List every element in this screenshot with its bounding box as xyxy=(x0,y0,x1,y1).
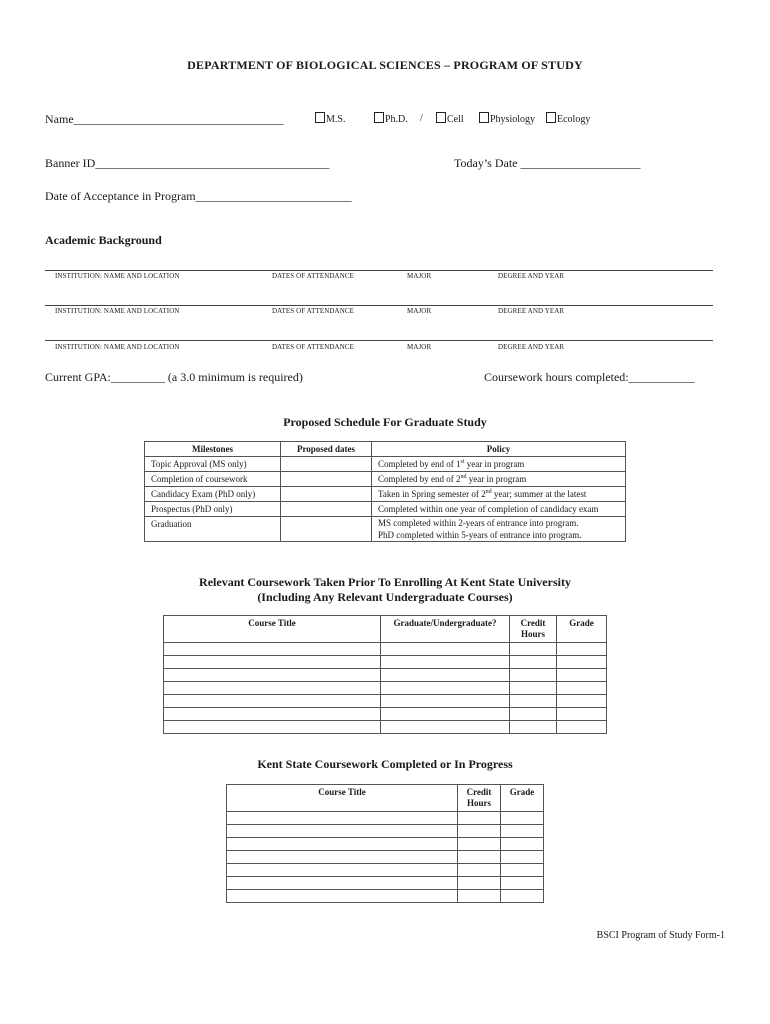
table-row xyxy=(145,487,626,502)
column-dates: DATES OF ATTENDANCE xyxy=(272,272,355,280)
header-grade: Grade xyxy=(557,616,607,643)
table-row[interactable] xyxy=(227,851,544,864)
phd-label: Ph.D. xyxy=(385,114,408,125)
column-major: MAJOR xyxy=(407,272,432,280)
relevant-coursework-subheading: (Including Any Relevant Undergraduate Courses) xyxy=(257,590,513,604)
ecology-checkbox[interactable] xyxy=(546,112,590,125)
column-dates: DATES OF ATTENDANCE xyxy=(272,307,355,315)
header-grade: Grade xyxy=(501,785,544,812)
checkbox-icon[interactable] xyxy=(315,112,325,123)
acceptance-label: Date of Acceptance in Program xyxy=(45,189,196,203)
column-dates: DATES OF ATTENDANCE xyxy=(272,343,355,351)
policy-cell: Completed by end of 1st year in program xyxy=(372,457,626,472)
header-credit-hours: Credit Hours xyxy=(510,616,557,643)
gpa-field[interactable] xyxy=(45,370,303,385)
background-line-1[interactable] xyxy=(45,270,713,271)
column-major: MAJOR xyxy=(407,343,432,351)
column-institution: INSTITUTION: NAME AND LOCATION xyxy=(55,343,180,351)
table-row xyxy=(145,457,626,472)
proposed-date-cell[interactable] xyxy=(281,472,372,487)
schedule-header-policy: Policy xyxy=(372,442,626,457)
name-blank: ___________________________________ xyxy=(73,112,284,126)
relevant-coursework-heading: Relevant Coursework Taken Prior To Enrolling At Kent State University xyxy=(199,575,571,589)
table-row[interactable] xyxy=(164,721,607,734)
table-row[interactable] xyxy=(164,656,607,669)
coursework-hours-blank: ___________ xyxy=(628,370,695,384)
phd-checkbox[interactable] xyxy=(374,112,408,125)
policy-cell: Completed within one year of completion of candidacy exam xyxy=(372,502,626,517)
milestone-cell: Topic Approval (MS only) xyxy=(145,457,281,472)
todays-date-blank: ____________________ xyxy=(520,156,641,170)
banner-id-blank: _______________________________________ xyxy=(95,156,330,170)
todays-date-field[interactable] xyxy=(454,156,640,171)
ms-checkbox[interactable] xyxy=(315,112,345,125)
name-label: Name xyxy=(45,112,74,126)
table-row[interactable] xyxy=(164,708,607,721)
column-degree: DEGREE AND YEAR xyxy=(498,272,565,280)
table-row[interactable] xyxy=(164,643,607,656)
acceptance-blank: __________________________ xyxy=(195,189,352,203)
name-field[interactable] xyxy=(45,112,284,127)
table-row[interactable] xyxy=(227,877,544,890)
table-row[interactable] xyxy=(227,890,544,903)
coursework-hours-label: Coursework hours completed: xyxy=(484,370,629,384)
column-degree: DEGREE AND YEAR xyxy=(498,343,565,351)
table-row[interactable] xyxy=(164,669,607,682)
schedule-table xyxy=(144,441,626,542)
header-grad-undergrad: Graduate/Undergraduate? xyxy=(381,616,510,643)
column-institution: INSTITUTION: NAME AND LOCATION xyxy=(55,307,180,315)
milestone-cell: Graduation xyxy=(145,517,281,542)
table-row[interactable] xyxy=(164,695,607,708)
coursework-hours-field[interactable] xyxy=(484,370,695,385)
physiology-label: Physiology xyxy=(490,114,536,125)
milestone-cell: Candidacy Exam (PhD only) xyxy=(145,487,281,502)
ms-label: M.S. xyxy=(326,114,346,125)
background-line-3[interactable] xyxy=(45,340,713,341)
column-institution: INSTITUTION: NAME AND LOCATION xyxy=(55,272,180,280)
banner-id-label: Banner ID xyxy=(45,156,96,170)
footer-form-id: BSCI Program of Study Form-1 xyxy=(596,930,725,941)
todays-date-label: Today’s Date xyxy=(454,156,518,170)
cell-label: Cell xyxy=(447,114,464,125)
kent-coursework-table xyxy=(226,784,544,903)
milestone-cell: Completion of coursework xyxy=(145,472,281,487)
header-course-title: Course Title xyxy=(227,785,458,812)
academic-background-heading: Academic Background xyxy=(45,233,162,247)
proposed-date-cell[interactable] xyxy=(281,487,372,502)
background-line-2[interactable] xyxy=(45,305,713,306)
gpa-note: (a 3.0 minimum is required) xyxy=(167,370,303,384)
physiology-checkbox[interactable] xyxy=(479,112,535,125)
relevant-coursework-table xyxy=(163,615,607,734)
table-row[interactable] xyxy=(227,812,544,825)
cell-checkbox[interactable] xyxy=(436,112,464,125)
proposed-date-cell[interactable] xyxy=(281,517,372,542)
checkbox-icon[interactable] xyxy=(436,112,446,123)
gpa-blank: _________ xyxy=(110,370,165,384)
policy-cell: Taken in Spring semester of 2nd year; summer at the latest xyxy=(372,487,626,502)
table-row xyxy=(145,502,626,517)
column-major: MAJOR xyxy=(407,307,432,315)
page-title: DEPARTMENT OF BIOLOGICAL SCIENCES – PROGRAM OF STUDY xyxy=(187,58,583,72)
column-degree: DEGREE AND YEAR xyxy=(498,307,565,315)
policy-cell: Completed by end of 2nd year in program xyxy=(372,472,626,487)
ecology-label: Ecology xyxy=(557,114,591,125)
table-row[interactable] xyxy=(227,825,544,838)
gpa-label: Current GPA: xyxy=(45,370,111,384)
acceptance-date-field[interactable] xyxy=(45,189,352,204)
banner-id-field[interactable] xyxy=(45,156,329,171)
checkbox-icon[interactable] xyxy=(479,112,489,123)
table-row[interactable] xyxy=(164,682,607,695)
table-row[interactable] xyxy=(227,864,544,877)
schedule-header-dates: Proposed dates xyxy=(281,442,372,457)
milestone-cell: Prospectus (PhD only) xyxy=(145,502,281,517)
table-row xyxy=(145,517,626,542)
table-row[interactable] xyxy=(227,838,544,851)
schedule-header-milestones: Milestones xyxy=(145,442,281,457)
policy-cell: MS completed within 2-years of entrance into program. PhD completed within 5-years of entrance into program. xyxy=(372,517,626,542)
table-row xyxy=(145,472,626,487)
header-course-title: Course Title xyxy=(164,616,381,643)
checkbox-icon[interactable] xyxy=(546,112,556,123)
schedule-heading: Proposed Schedule For Graduate Study xyxy=(283,415,487,429)
degree-separator: / xyxy=(420,113,423,124)
header-credit-hours: Credit Hours xyxy=(458,785,501,812)
proposed-date-cell[interactable] xyxy=(281,502,372,517)
checkbox-icon[interactable] xyxy=(374,112,384,123)
proposed-date-cell[interactable] xyxy=(281,457,372,472)
kent-coursework-heading: Kent State Coursework Completed or In Progress xyxy=(257,757,513,771)
